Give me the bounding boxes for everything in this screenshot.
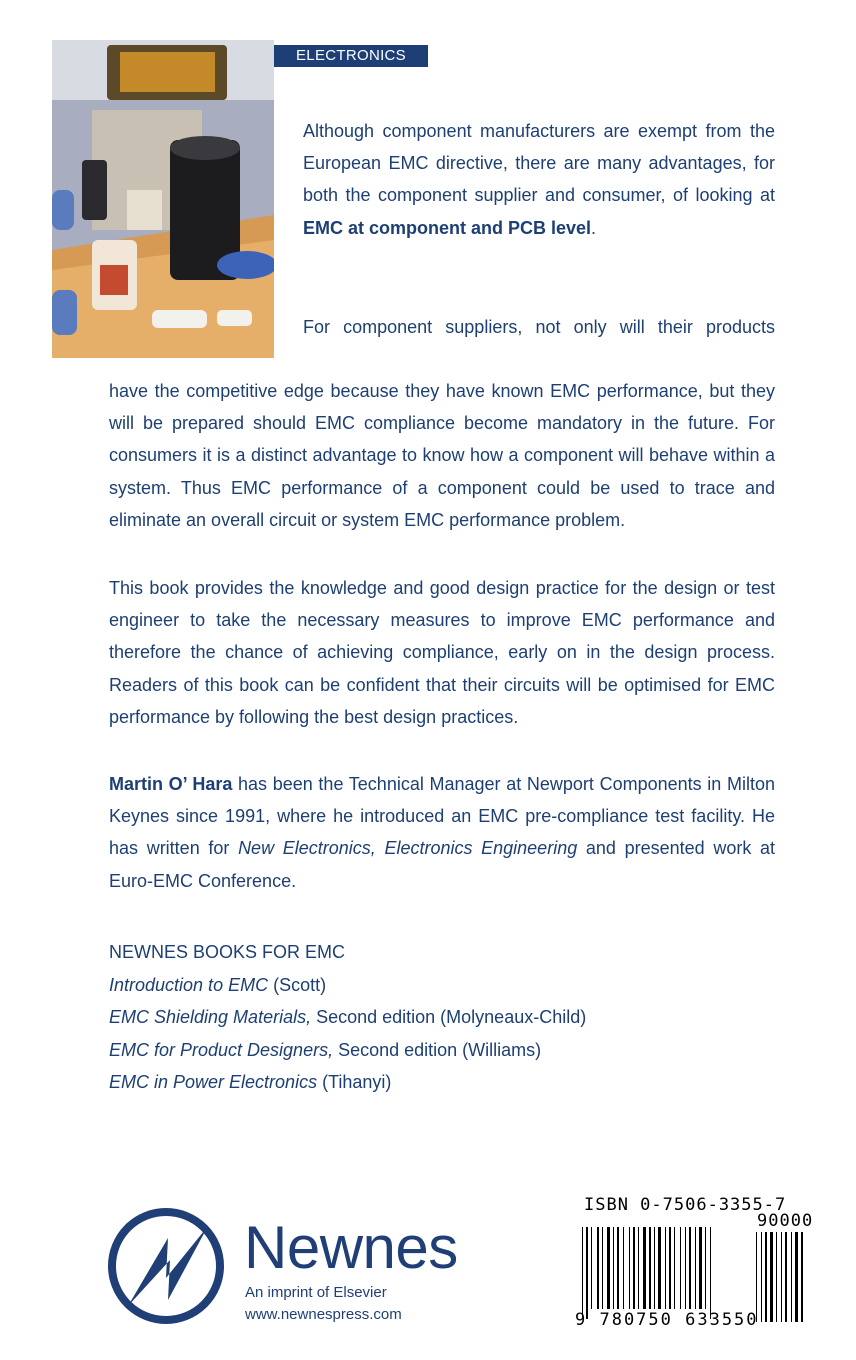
barcode-bar	[629, 1227, 630, 1309]
barcode-addon-bar	[756, 1232, 757, 1322]
barcode-addon-bar	[795, 1232, 798, 1322]
suppliers-paragraph: have the competitive edge because they have known EMC performance, but they will be prepared should EMC compliance become mandatory in the future. For consumers it is a distinct advantage to know how a component will behave within a system. Thus EMC performance of a component could be used to trace and eliminate an overall circuit or system EMC performance problem.	[109, 381, 775, 530]
barcode-addon-bar	[770, 1232, 773, 1322]
book-description-paragraph: This book provides the knowledge and good design practice for the design or test engineer to take the necessary measures to improve EMC performance and therefore the chance of achieving compliance, early on in the design process. Readers of this book can be confident that their circuits will be optimised for EMC performance by following the best design practices.	[109, 578, 775, 727]
barcode-bar	[685, 1227, 686, 1309]
book-item	[109, 969, 586, 1002]
cover-photo	[52, 40, 274, 358]
barcode-bar	[643, 1227, 646, 1309]
barcode-bar	[658, 1227, 661, 1309]
category-label: ELECTRONICS	[274, 45, 428, 67]
book-author: (Tihanyi)	[317, 1072, 392, 1092]
barcode-bar	[623, 1227, 624, 1309]
barcode-bar	[582, 1227, 583, 1319]
barcode-addon-text: 90000	[757, 1211, 814, 1231]
isbn-text: ISBN 0-7506-3355-7	[584, 1195, 787, 1215]
ean-number: 9 780750 633550	[575, 1310, 759, 1330]
barcode-bar	[638, 1227, 639, 1309]
barcode-bar	[613, 1227, 614, 1309]
barcode-addon-bar	[785, 1232, 787, 1322]
barcode-bar	[669, 1227, 671, 1309]
barcode-bar	[699, 1227, 702, 1309]
author-name: Martin O’ Hara	[109, 774, 233, 794]
barcode-addon-bar	[776, 1232, 777, 1322]
barcode-addon-bar	[801, 1232, 803, 1322]
publisher-imprint: An imprint of Elsevier	[245, 1284, 387, 1301]
barcode-addon-bar	[791, 1232, 792, 1322]
barcode-addon-bar	[761, 1232, 762, 1322]
barcode-bar	[705, 1227, 706, 1309]
barcode-bar	[654, 1227, 655, 1309]
barcode-bar	[710, 1227, 711, 1319]
intro-text: Although component manufacturers are exempt from the European EMC directive, there are many advantages, for both the component supplier and consumer, of looking at	[303, 121, 775, 206]
publisher-url[interactable]: www.newnespress.com	[245, 1306, 402, 1323]
intro-bold-text: EMC at component and PCB level	[303, 217, 592, 238]
book-author: (Scott)	[268, 974, 327, 995]
barcode-addon-bar	[765, 1232, 767, 1322]
barcode-bar	[586, 1227, 588, 1319]
book-item	[109, 1034, 586, 1067]
barcode-bar	[607, 1227, 610, 1309]
author-bio-text: has been the Technical Manager at Newport Components in Milton Keynes since 1991, where he introduced an EMC pre-compliance test facility. He has written for	[109, 774, 775, 859]
barcode-addon-bar	[781, 1232, 782, 1322]
book-item	[109, 1001, 586, 1034]
barcode-bar	[617, 1227, 619, 1309]
book-author: Second edition (Williams)	[333, 1039, 542, 1060]
book-title: EMC Shielding Materials,	[109, 1007, 312, 1027]
barcode-bar	[633, 1227, 635, 1309]
related-books	[109, 936, 586, 1099]
intro-paragraph	[303, 115, 775, 244]
book-author: Second edition (Molyneaux-Child)	[311, 1007, 587, 1027]
suppliers-paragraph-first-line: For component suppliers, not only will their products	[303, 317, 775, 337]
author-bio-end: and presented work at Euro-EMC Conference.	[109, 838, 775, 891]
barcode-bar	[674, 1227, 675, 1309]
barcode-bar	[695, 1227, 696, 1309]
publisher-name: Newnes	[244, 1214, 458, 1281]
author-bio-paragraph	[109, 768, 775, 897]
barcode-bar	[602, 1227, 603, 1309]
book-item	[109, 1066, 586, 1099]
barcode-bar	[680, 1227, 681, 1309]
intro-end: .	[591, 217, 597, 238]
book-title: Introduction to EMC	[109, 974, 269, 995]
circuit-board-image	[52, 40, 274, 358]
barcode-bar	[591, 1227, 592, 1309]
book-title: EMC in Power Electronics	[109, 1072, 318, 1092]
author-publications: New Electronics, Electronics Engineering	[238, 838, 578, 859]
barcode-bar	[597, 1227, 599, 1309]
book-title: EMC for Product Designers,	[109, 1039, 334, 1060]
related-books-heading: NEWNES BOOKS FOR EMC	[109, 942, 346, 962]
barcode-bar	[665, 1227, 666, 1309]
barcode-bar	[689, 1227, 691, 1309]
barcode-bar	[649, 1227, 651, 1309]
